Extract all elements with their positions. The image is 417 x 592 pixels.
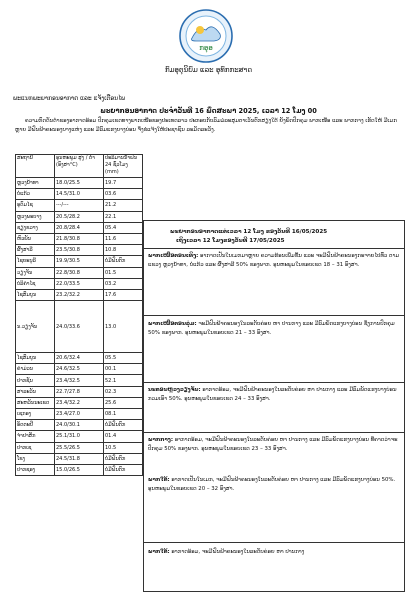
table-row (16, 301, 143, 353)
table-row (16, 189, 143, 200)
cell-rainfall: ບໍ່ມີຝົນຕົກ (104, 256, 143, 267)
cell-rainfall: 11.6 (104, 233, 143, 244)
forecast-vientiane: ນະຄອນຫຼວງວຽງຈັນ: ອາກາດອ້ອມ, ຈະມີຝົນຟ້າຄະນອງໃນລະດັບຄ່ອຍ ຫາ ປານກາງ ແລະ ມີລົມພັດແຮງບາງບ່ອນ ກວມເອົາ 50%. ອຸນຫະພູມໃນຂອບເຂດ 24 – 33 ອົງສາ. (148, 387, 397, 403)
divider (143, 382, 405, 383)
cell-rainfall: ບໍ່ມີຝົນຕົກ (104, 464, 143, 475)
cell-temperature: 23.4/32.2 (55, 397, 104, 408)
forecast-north: ພາກເໜືອຕອນເທິງ: ອາກາດເປັນໃນເມກມາຫຼາຍ ຄວາມຮ້ອນເພີ່ມຂຶ້ນ ແລະ ຈະມີຝົນຟ້າຄະນອງກະຈາຍໄປທົ່ວ ຕາມແຂວງ ຫຼວງນ້ຳທາ, ບໍ່ແກ້ວ ແລະ ຜົ້ງສາລີ 50% ຂອງພາກ. ອຸນຫະພູມໃນຂອບເຂດ 18 – 31 ອົງສາ. (148, 253, 400, 269)
forecast-central: ພາກກາງ: ອາກາດອ້ອມ, ຈະມີຝົນຟ້າຄະນອງໃນລະດັບຄ່ອຍ ຫາ ປານກາງ ແລະ ມີລົມພັດແຮງບາງບ່ອນ ທີ່ຄາດວ່າຈະປົກຄຸມ 50% ຂອງພາກ. ອຸນຫະພູມໃນຂອບເຂດ 23 – 33 ອົງສາ. (148, 437, 398, 453)
cell-station: ວຽງຈັນ (16, 267, 55, 278)
observation-table (15, 154, 143, 476)
logo-lettering: ກອຸອ (199, 44, 213, 52)
table-row (16, 256, 143, 267)
cell-temperature: 24.6/32.5 (55, 364, 104, 375)
divider (143, 542, 405, 543)
table-row (16, 278, 143, 289)
cell-station: ປາກຊັນ (16, 375, 55, 386)
table-row (16, 211, 143, 222)
section-name: ພະແນກພະຍາກອນອາກາດ ແລະ ແຈ້ງເຕືອນໄພ (13, 95, 126, 102)
table-row (16, 353, 143, 364)
table-row (16, 233, 143, 244)
cell-rainfall: 10.8 (104, 245, 143, 256)
cell-station: ອັດຕະປື (16, 420, 55, 431)
table-row (16, 431, 143, 442)
cell-rainfall: 13.0 (104, 301, 143, 353)
cell-temperature: ---/--- (55, 200, 104, 211)
cell-station: ຄຳມ່ວນ (16, 364, 55, 375)
cell-rainfall: 05.5 (104, 353, 143, 364)
department-logo (178, 8, 234, 64)
cell-station: ຫຼວງພະບາງ (16, 211, 55, 222)
table-row (16, 289, 143, 300)
cell-temperature: 19.9/30.5 (55, 256, 104, 267)
cell-station: ອຸດົມໄຊ (16, 200, 55, 211)
cell-rainfall: ບໍ່ມີຝົນຕົກ (104, 453, 143, 464)
cell-temperature: 24.0/33.6 (55, 301, 104, 353)
table-row (16, 453, 143, 464)
cell-station: ເຊກອງ (16, 409, 55, 420)
cell-rainfall: 19.7 (104, 178, 143, 189)
cell-station: ບໍ່ແກ້ວ (16, 189, 55, 200)
cell-station: ຈຳປາສັກ (16, 431, 55, 442)
cell-rainfall: 03.6 (104, 189, 143, 200)
table-row (16, 397, 143, 408)
cell-rainfall: 03.2 (104, 278, 143, 289)
cell-station: ໄຊສົມບູນ (16, 353, 55, 364)
cell-temperature: 23.4/27.0 (55, 409, 104, 420)
table-row (16, 375, 143, 386)
table-row (16, 200, 143, 211)
table-row (16, 222, 143, 233)
cell-rainfall: 01.4 (104, 431, 143, 442)
forecast-other: ພາກໃຕ້: ອາກາດອ້ອມ, ຈະມີຝົນຟ້າຄະນອງໃນລະດັບຄ່ອຍ ຫາ ປານກາງ (148, 549, 305, 555)
cell-temperature: 22.8/30.8 (55, 267, 104, 278)
cell-temperature: 25.5/26.5 (55, 442, 104, 453)
col-station: ສະຖານີ (16, 155, 55, 178)
cell-station: ໄຊຍະບູລີ (16, 256, 55, 267)
cell-rainfall: 52.1 (104, 375, 143, 386)
cell-temperature: 22.0/33.5 (55, 278, 104, 289)
cell-temperature: 24.5/31.8 (55, 453, 104, 464)
cell-rainfall: 05.4 (104, 222, 143, 233)
divider (143, 432, 405, 433)
cell-station: ຫຼວງນ້ຳທາ (16, 178, 55, 189)
col-temperature: ອຸນຫະພູມ ສູງ / ຕ່ຳ (ອົງສາ°C) (55, 155, 104, 178)
table-row (16, 420, 143, 431)
cell-station: ຜົ້ງສາລີ (16, 245, 55, 256)
cell-temperature: 21.8/30.8 (55, 233, 104, 244)
cell-temperature: 20.6/32.4 (55, 353, 104, 364)
bulletin-intro: ຄວາມກົດດັນຕ່ຳຂອງອາກາດອ້ອມ ປົກຄຸມເຂດທາງພາກເໜືອຂອງປະເທດລາວ ປະກອບກັບລົມມໍລະສຸມຕາເວັນຕົກສຽງໃຕ້ ຍັງພັດປົກຄຸມ ພາກເໜືອ ແລະ ພາກກາງ ເຮັດໃຫ້ ມີເມກຫຼາຍ ມີຝົນຟ້າຄະນອງບາງແຫ່ງ ແລະ ມີລົມແຮງບາງບ່ອນ ຈຶ່ງຂໍແຈ້ງໃຫ້ປະຊາຊົນ ລະມັດລະວັງ. (15, 118, 397, 134)
forecast-box (143, 220, 405, 592)
table-row (16, 442, 143, 453)
cell-station: ໂຂງ (16, 453, 55, 464)
cell-rainfall: ບໍ່ມີຝົນຕົກ (104, 420, 143, 431)
cell-temperature: 24.0/30.1 (55, 420, 104, 431)
cell-rainfall: 08.1 (104, 409, 143, 420)
cell-rainfall: 10.5 (104, 442, 143, 453)
cell-temperature: 23.2/32.2 (55, 289, 104, 300)
bulletin-heading: ພະຍາກອນອາກາດ ປະຈຳວັນທີ 16 ພຶດສະພາ 2025, ເວລາ 12 ໂມງ 00 (100, 107, 317, 115)
forecast-south: ພາກໃຕ້: ອາກາດເປັນໃນເມກ, ຈະມີຝົນຟ້າຄະນອງໃນລະດັບຄ່ອຍ ຫາ ປານກາງ ແລະ ມີລົມພັດແຮງບາງບ່ອນ 50%. ອຸນຫະພູມໃນຂອບເຂດ 20 – 32 ອົງສາ. (148, 477, 396, 493)
table-row (16, 267, 143, 278)
forecast-title: ພະຍາກອນອາກາດແຕ່ເວລາ 12 ໂມງ ຂອງວັນທີ 16/05/2025 ເຖິງເວລາ 12 ໂມງຂອງວັນທີ 17/05/2025 (170, 229, 328, 244)
divider (143, 248, 405, 249)
table-row (16, 245, 143, 256)
cell-rainfall: 17.6 (104, 289, 143, 300)
cell-station: ບໍລິຄຳໄຊ (16, 278, 55, 289)
cell-temperature: 23.5/30.8 (55, 245, 104, 256)
cell-station: ສາລະວັນ (16, 386, 55, 397)
cell-station: ຫົວພັນ (16, 233, 55, 244)
table-row (16, 464, 143, 475)
cell-temperature: 25.1/31.0 (55, 431, 104, 442)
cell-temperature: 22.7/27.8 (55, 386, 104, 397)
col-rainfall: ປະລິມານນ້ຳຝົນ 24 ຊົ່ວໂມງ (mm) (104, 155, 143, 178)
cell-station: ນ.ວຽງຈັນ (16, 301, 55, 353)
divider (143, 315, 405, 316)
table-row (16, 364, 143, 375)
cell-station: ໄຊສົມບູນ (16, 289, 55, 300)
cell-rainfall: 00.1 (104, 364, 143, 375)
cell-station: ສະຫວັນນະເຂດ (16, 397, 55, 408)
cell-rainfall: 02.3 (104, 386, 143, 397)
cell-temperature: 20.8/28.4 (55, 222, 104, 233)
cell-rainfall: 21.2 (104, 200, 143, 211)
cell-station: ປາກຊອງ (16, 464, 55, 475)
cell-rainfall: 25.6 (104, 397, 143, 408)
table-row (16, 386, 143, 397)
cell-temperature: 15.0/26.5 (55, 464, 104, 475)
cell-temperature: 14.5/31.0 (55, 189, 104, 200)
cell-temperature: 23.4/32.5 (55, 375, 104, 386)
department-name: ກົມອຸຕຸນິຍົມ ແລະ ອຸທົກກະສາດ (164, 66, 253, 74)
cell-temperature: 20.5/28.2 (55, 211, 104, 222)
cell-rainfall: 01.5 (104, 267, 143, 278)
forecast-north-lower: ພາກເໜືອຕອນລຸ່ມ: ຈະມີຝົນຟ້າຄະນອງໃນລະດັບຄ່ອຍ ຫາ ປານກາງ ແລະ ມີລົມພັດແຮງບາງບ່ອນ ຊຶ່ງການປົກຄຸມ 50% ຂອງພາກ. ອຸນຫະພູມໃນຂອບເຂດ 21 – 33 ອົງສາ. (148, 321, 395, 337)
table-row (16, 409, 143, 420)
cell-rainfall: 22.1 (104, 211, 143, 222)
cell-station: ປາກເຊ (16, 442, 55, 453)
cell-temperature: 18.0/25.5 (55, 178, 104, 189)
cell-station: ຊຽງຂວາງ (16, 222, 55, 233)
table-row (16, 178, 143, 189)
